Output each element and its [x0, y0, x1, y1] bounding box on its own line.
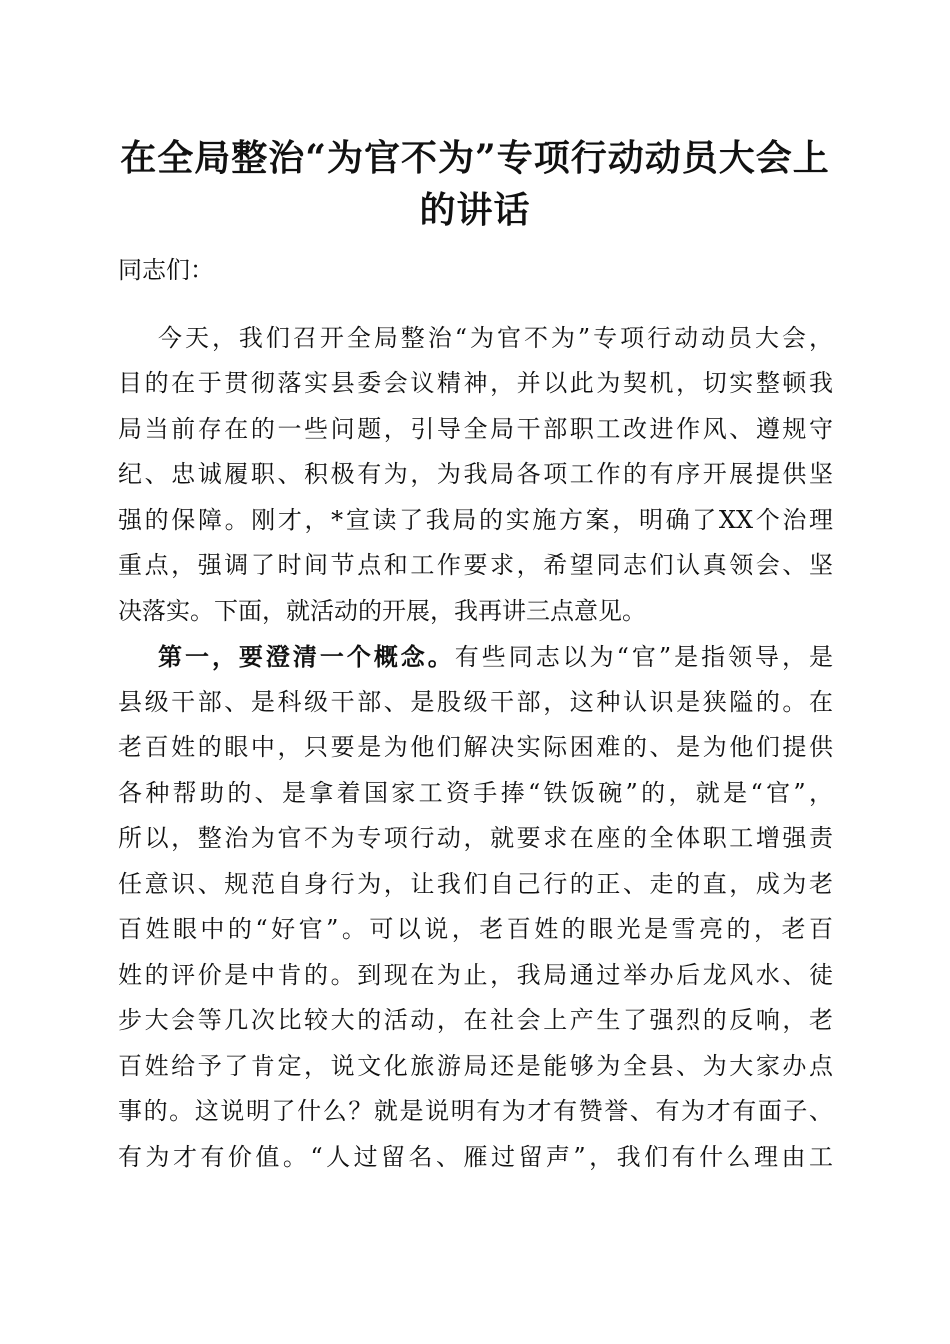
- title-line-2: 的讲话: [419, 189, 531, 231]
- paragraph-2-first-line-rest: 有些同志以为“官”是指领导，是: [454, 643, 833, 671]
- paragraph-2-line: 百姓给予了肯定，说文化旅游局还是能够为全县、为大家办点: [118, 1051, 833, 1080]
- paragraph-1-line: 目的在于贯彻落实县委会议精神，并以此为契机，切实整顿我: [118, 369, 833, 397]
- paragraph-1-line: 纪、忠诚履职、积极有为，为我局各项工作的有序开展提供坚: [118, 460, 833, 488]
- paragraph-1: [118, 316, 833, 635]
- paragraph-2-line: 事的。这说明了什么？就是说明有为才有赞誉、有为才有面子、: [118, 1097, 833, 1125]
- paragraph-2-line: 步大会等几次比较大的活动，在社会上产生了强烈的反响，老: [118, 1006, 833, 1034]
- salutation: 同志们：: [118, 256, 214, 284]
- paragraph-2-line: 任意识、规范自身行为，让我们自己行的正、走的直，成为老: [118, 869, 833, 898]
- paragraph-2-line: 所以，整治为官不为专项行动，就要求在座的全体职工增强责: [118, 824, 833, 852]
- paragraph-2-line: 有为才有价值。“人过留名、雁过留声”，我们有什么理由工: [118, 1142, 833, 1171]
- document-title: [110, 132, 840, 236]
- paragraph-1-line: 局当前存在的一些问题，引导全局干部职工改进作风、遵规守: [118, 414, 833, 443]
- paragraph-2: [118, 634, 833, 1180]
- paragraph-2-lead: 第一，要澄清一个概念。: [158, 642, 455, 671]
- paragraph-1-line: 重点，强调了时间节点和工作要求，希望同志们认真领会、坚: [118, 551, 833, 579]
- paragraph-1-line: 决落实。下面，就活动的开展，我再讲三点意见。: [118, 596, 646, 625]
- document-body: [118, 248, 833, 1180]
- paragraph-1-line: 今天，我们召开全局整治“为官不为”专项行动动员大会，: [158, 323, 833, 352]
- paragraph-2-line: 百姓眼中的“好官”。可以说，老百姓的眼光是雪亮的，老百: [118, 915, 833, 943]
- paragraph-2-line: 各种帮助的、是拿着国家工资手捧“铁饭碗”的，就是“官”，: [118, 778, 833, 807]
- paragraph-2-line: 县级干部、是科级干部、是股级干部，这种认识是狭隘的。在: [118, 687, 833, 716]
- paragraph-1-line: 强的保障。刚才，*宣读了我局的实施方案，明确了XX个治理: [118, 505, 833, 534]
- title-line-1: 在全局整治“为官不为”专项行动动员大会上: [120, 137, 830, 179]
- paragraph-2-line: 老百姓的眼中，只要是为他们解决实际困难的、是为他们提供: [118, 733, 833, 761]
- paragraph-2-line: 姓的评价是中肯的。到现在为止，我局通过举办后龙风水、徒: [118, 960, 833, 989]
- paragraph-2-line: [118, 634, 833, 680]
